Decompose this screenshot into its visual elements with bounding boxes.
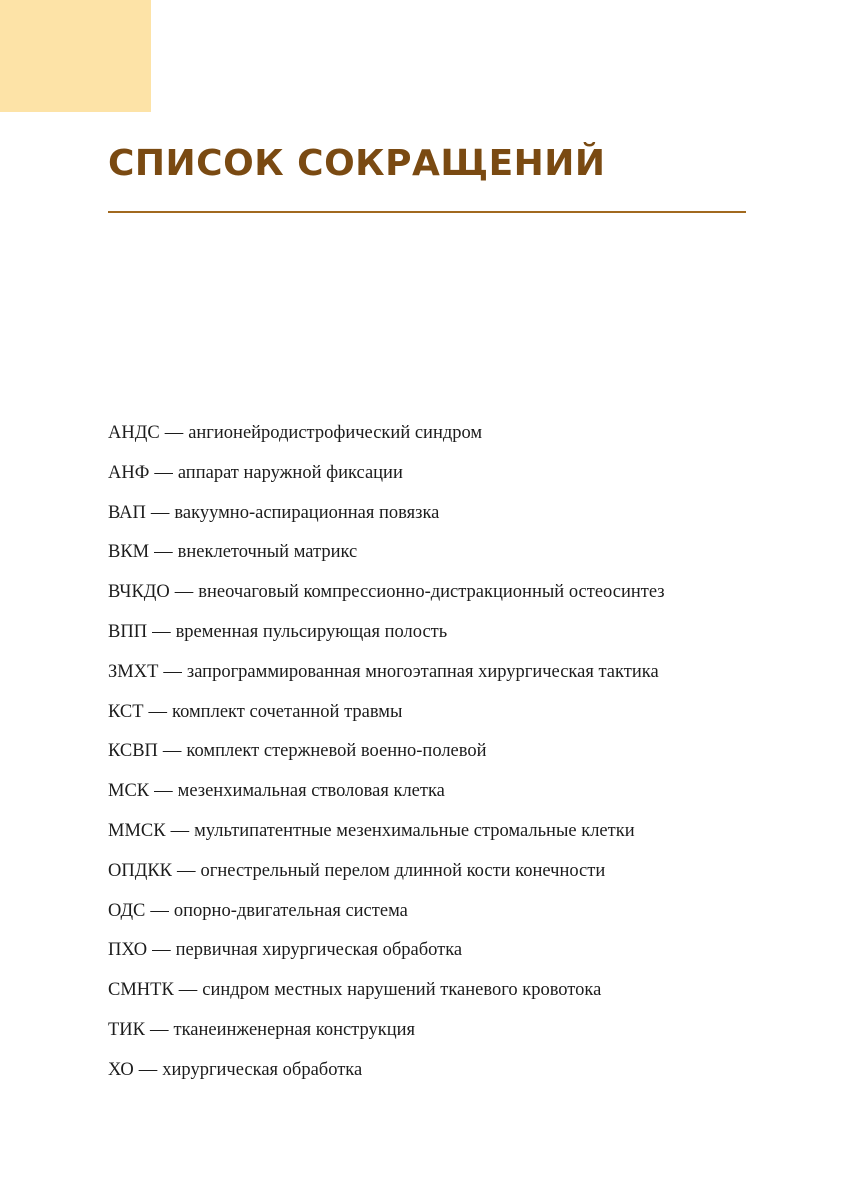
abbreviation-definition: тканеинженерная конструкция (173, 1019, 416, 1040)
abbreviation-dash: — (154, 462, 173, 483)
abbreviation-definition: огнестрельный перелом длинной кости конечности (200, 860, 606, 881)
abbreviation-dash: — (152, 621, 171, 642)
abbreviation-term: ОДС (108, 900, 146, 921)
abbreviation-term: АНДС (108, 423, 160, 443)
corner-decoration (0, 0, 151, 112)
abbreviation-dash: — (177, 860, 196, 881)
abbreviation-item (108, 778, 808, 818)
abbreviation-item (108, 500, 808, 540)
abbreviation-definition: вакуумно-аспирационная повязка (174, 502, 440, 523)
abbreviation-term: ОПДКК (108, 860, 173, 881)
abbreviation-term: ПХО (108, 940, 148, 961)
abbreviation-item (108, 579, 808, 619)
abbreviation-item (108, 937, 808, 977)
abbreviation-dash: — (163, 661, 182, 682)
abbreviation-dash: — (150, 1019, 169, 1040)
page-title: СПИСОК СОКРАЩЕНИЙ (108, 143, 606, 184)
abbreviation-dash: — (148, 701, 168, 722)
abbreviation-dash: — (174, 582, 194, 603)
abbreviation-term: КСТ (108, 701, 144, 722)
abbreviation-item (108, 818, 808, 858)
abbreviation-item (108, 619, 808, 659)
abbreviation-item (108, 858, 808, 898)
abbreviation-term: ТИК (108, 1019, 145, 1040)
abbreviation-definition: аппарат наружной фиксации (177, 462, 403, 483)
abbreviation-term: ХО (108, 1059, 134, 1080)
abbreviation-term: МСК (108, 781, 150, 802)
abbreviation-definition: комплект стержневой военно-полевой (186, 741, 487, 762)
abbreviation-dash: — (154, 781, 173, 802)
title-divider (108, 211, 746, 213)
abbreviation-term: ЗМХТ (108, 661, 159, 682)
abbreviation-term: КСВП (108, 741, 158, 762)
abbreviation-term: ВАП (108, 502, 146, 523)
abbreviation-definition: опорно-двигательная система (173, 900, 408, 921)
abbreviation-definition: мультипатентные мезенхимальные стромальные клетки (194, 820, 635, 841)
abbreviation-definition: синдром местных нарушений тканевого кровотока (202, 980, 602, 1001)
abbreviation-dash: — (170, 820, 190, 841)
abbreviation-item (108, 539, 808, 579)
abbreviation-definition: временная пульсирующая полость (175, 621, 448, 642)
abbreviation-term: ММСК (108, 820, 166, 841)
abbreviation-item (108, 977, 808, 1017)
abbreviation-term: СМНТК (108, 980, 174, 1001)
abbreviation-item (108, 738, 808, 778)
abbreviation-dash: — (150, 502, 170, 523)
abbreviation-definition: комплект сочетанной травмы (172, 701, 403, 722)
abbreviation-dash: — (178, 980, 198, 1001)
abbreviation-definition: внеклеточный матрикс (177, 542, 358, 563)
abbreviation-item (108, 420, 808, 460)
abbreviation-item (108, 898, 808, 938)
abbreviation-term: ВЧКДО (108, 582, 170, 603)
abbreviation-item (108, 1057, 808, 1097)
abbreviation-term: АНФ (108, 462, 150, 483)
abbreviation-dash: — (138, 1059, 158, 1080)
abbreviation-dash: — (162, 741, 182, 762)
abbreviation-definition: внеочаговый компрессионно-дистракционный остеосинтез (198, 582, 665, 603)
abbreviation-definition: ангионейродистрофический синдром (188, 423, 483, 443)
abbreviation-definition: хирургическая обработка (162, 1059, 363, 1080)
abbreviation-list (108, 420, 808, 1097)
abbreviation-dash: — (150, 900, 169, 921)
abbreviation-item (108, 460, 808, 500)
abbreviation-item (108, 699, 808, 739)
abbreviation-definition: первичная хирургическая обработка (175, 940, 463, 961)
abbreviation-term: ВКМ (108, 542, 150, 563)
abbreviation-definition: мезенхимальная стволовая клетка (177, 781, 445, 802)
abbreviation-term: ВПП (108, 621, 148, 642)
abbreviation-dash: — (154, 542, 173, 563)
abbreviation-definition: запрограммированная многоэтапная хирургическая тактика (186, 661, 659, 682)
abbreviation-item (108, 659, 808, 699)
abbreviation-dash: — (164, 423, 184, 443)
abbreviation-dash: — (152, 940, 171, 961)
abbreviation-item (108, 1017, 808, 1057)
